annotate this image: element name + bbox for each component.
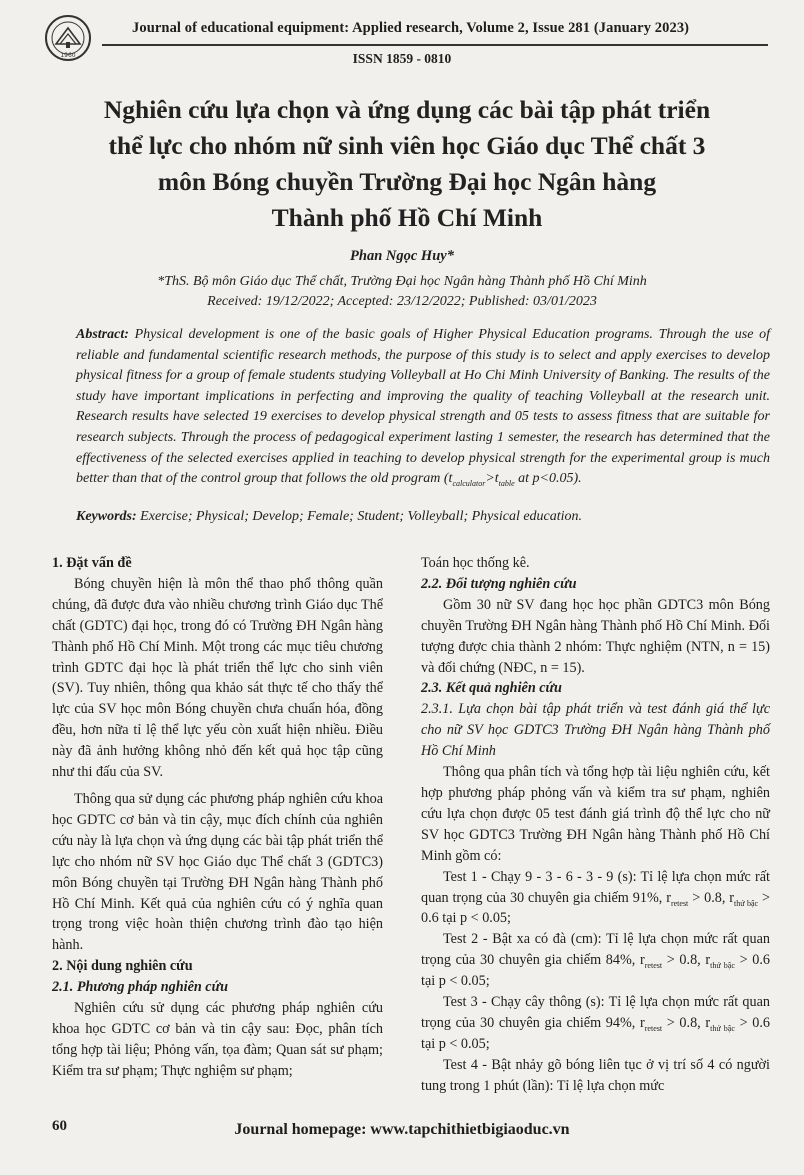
author-name: Phan Ngọc Huy*	[350, 248, 454, 264]
journal-citation: Journal of educational equipment: Applied research, Volume 2, Issue 281 (January 2023)	[132, 20, 690, 36]
paragraph: Thông qua sử dụng các phương pháp nghiên cứu khoa học GDTC cơ bản và tin cậy, mục đích chính của nghiên cứu này là lựa chọn và ứng dụng các bài tập phát triển thể lực cho nhóm nữ SV học Giáo dục Thể chất 3 (GDTC3) môn Bóng chuyền tại Trường ĐH Ngân hàng Thành phố Hồ Chí Minh. Kết quả của nghiên cứu có ý nghĩa quan trọng trong việc hoàn thiện chương trình đào tạo hiện hành.	[52, 790, 383, 954]
text: Test 1 - Chạy 9 - 3 - 6 - 3 - 9 (s): Tỉ lệ lựa chọn mức rất quan trọng của 30 chuyên gia chiếm 91%, r	[421, 868, 770, 906]
paragraph: Gồm 30 nữ SV đang học học phần GDTC3 môn Bóng chuyền Trường ĐH Ngân hàng Thành phố Hồ Chí Minh. Đối tượng được chia thành 2 nhóm: Thực nghiệm (NTN, n = 15) và đối chứng (NĐC, n = 15).	[421, 596, 770, 676]
test-item	[421, 929, 770, 992]
article-title	[50, 92, 764, 236]
title-line: Nghiên cứu lựa chọn và ứng dụng các bài tập phát triển	[103, 95, 711, 124]
abstract-text: at p<0.05).	[514, 471, 582, 487]
publication-dates: Received: 19/12/2022; Accepted: 23/12/2022; Published: 03/01/2023	[207, 294, 597, 309]
text: > 0.6 tại p < 0.05;	[421, 1014, 770, 1052]
text: Test 2 - Bật xa có đà (cm): Tỉ lệ lựa chọn mức rất quan trọng của 30 chuyên gia chiếm 84%, r	[421, 931, 770, 969]
text: > 0.6 tại p < 0.05;	[421, 889, 770, 927]
left-column	[52, 553, 383, 1082]
paragraph: Thông qua phân tích và tổng hợp tài liệu nghiên cứu, kết hợp phương pháp phỏng vấn và kiểm tra sư phạm, nghiên cứu lựa chọn được 05 test đánh giá trình độ thể lực cho nữ SV học GDTC3 Trường ĐH Ngân hàng Thành phố Hồ Chí Minh gồm có:	[421, 764, 770, 864]
subscript: retest	[644, 961, 663, 971]
right-column	[421, 553, 770, 1097]
header-rule	[102, 44, 768, 46]
paragraph: Nghiên cứu sử dụng các phương pháp nghiên cứu khoa học GDTC cơ bản và tin cậy sau: Đọc, phân tích tổng hợp tài liệu; Phỏng vấn, tọa đàm; Quan sát sư phạm; Kiểm tra sư phạm; Thực nghiệm sư phạm;	[52, 1000, 383, 1079]
subscript: thứ bậc	[710, 1023, 735, 1033]
keywords	[76, 509, 770, 525]
keywords-label: Keywords:	[76, 509, 137, 524]
author-affiliation: *ThS. Bộ môn Giáo dục Thể chất, Trường Đại học Ngân hàng Thành phố Hồ Chí Minh	[157, 274, 647, 289]
test-item	[421, 992, 770, 1055]
text: > 0.6 tại p < 0.05;	[421, 952, 770, 990]
paragraph: Bóng chuyền hiện là môn thể thao phổ thông quần chúng, đã được đưa vào nhiều chương trình Giáo dục Thể chất (GDTC) đại học, trong đó có Trường ĐH Ngân hàng Thành phố Hồ Chí Minh. Một trong các mục tiêu chương trình GDTC đại học là phát triển thể lực cho sinh viên (SV). Tuy nhiên, thông qua khảo sát thực tế cho thấy thể lực của SV học môn Bóng chuyền chưa chuẩn hóa, đồng đều, hơn nữa tỉ lệ thể lực yếu còn xuất hiện nhiều. Điều này đã ảnh hưởng không nhỏ đến kết quả học tập cũng như thi đấu của SV.	[52, 575, 383, 781]
test-item: Test 4 - Bật nhảy gõ bóng liên tục ở vị trí số 4 có người tung trong 1 phút (lần): Tỉ lệ lựa chọn mức	[421, 1056, 770, 1094]
abstract-text: Physical development is one of the basic goals of Higher Physical Education programs. Through the use of reliable and fundamental scientific research methods, the purpose of this study is to select and apply exercises to develop physical fitness for a group of female students studying Volleyball at Ho Chi Minh University of Banking. The results of the study have important implications in perfecting and improving the quality of teaching Volleyball at the research unit. Research results have selected 19 exercises to develop physical strength and 05 tests to assess fitness that are suitable for research subjects. Through the process of pedagogical experiment lasting 1 semester, the research has determined that the effectiveness of the selected exercises applied in teaching to develop physical strength for the experimental group is much better than that of the control group that follows the old program (t	[76, 327, 771, 487]
abstract-text: >t	[485, 471, 499, 487]
page-number: 60	[52, 1118, 67, 1134]
section-heading: 2. Nội dung nghiên cứu	[52, 958, 193, 975]
subscript: thứ bậc	[734, 898, 759, 908]
paragraph: Toán học thống kê.	[421, 555, 530, 571]
journal-homepage: Journal homepage: www.tapchithietbigiaoduc.vn	[234, 1121, 570, 1138]
abstract-label: Abstract:	[76, 327, 129, 342]
text: > 0.8, r	[688, 889, 735, 906]
subsection-heading: 2.3.1. Lựa chọn bài tập phát triển và test đánh giá thể lực cho nữ SV học GDTC3 Trường ĐH Ngân hàng Thành phố Hồ Chí Minh	[421, 701, 770, 760]
title-line: môn Bóng chuyền Trường Đại học Ngân hàng	[157, 167, 657, 196]
title-line: thể lực cho nhóm nữ sinh viên học Giáo dục Thể chất 3	[108, 131, 706, 160]
abstract	[76, 325, 770, 490]
subscript: calculator	[452, 478, 486, 488]
logo-year: 1960	[60, 52, 76, 59]
section-heading: 1. Đặt vấn đề	[52, 555, 132, 571]
subscript: retest	[670, 898, 689, 908]
subscript: table	[498, 478, 515, 488]
keywords-text: Exercise; Physical; Develop; Female; Student; Volleyball; Physical education.	[136, 509, 583, 524]
text: > 0.8, r	[662, 1014, 711, 1031]
subsection-heading: 2.1. Phương pháp nghiên cứu	[52, 979, 228, 996]
title-line: Thành phố Hồ Chí Minh	[271, 203, 543, 232]
test-item	[421, 867, 770, 930]
subscript: retest	[644, 1023, 663, 1033]
subsection-heading: 2.2. Đối tượng nghiên cứu	[421, 575, 577, 592]
subscript: thứ bậc	[710, 961, 735, 971]
issn: ISSN 1859 - 0810	[352, 51, 452, 66]
subsection-heading: 2.3. Kết quả nghiên cứu	[421, 680, 562, 697]
text: Test 3 - Chạy cây thông (s): Tỉ lệ lựa chọn mức rất quan trọng của 30 chuyên gia chiếm 94%, r	[421, 994, 770, 1031]
text: > 0.8, r	[662, 952, 711, 969]
